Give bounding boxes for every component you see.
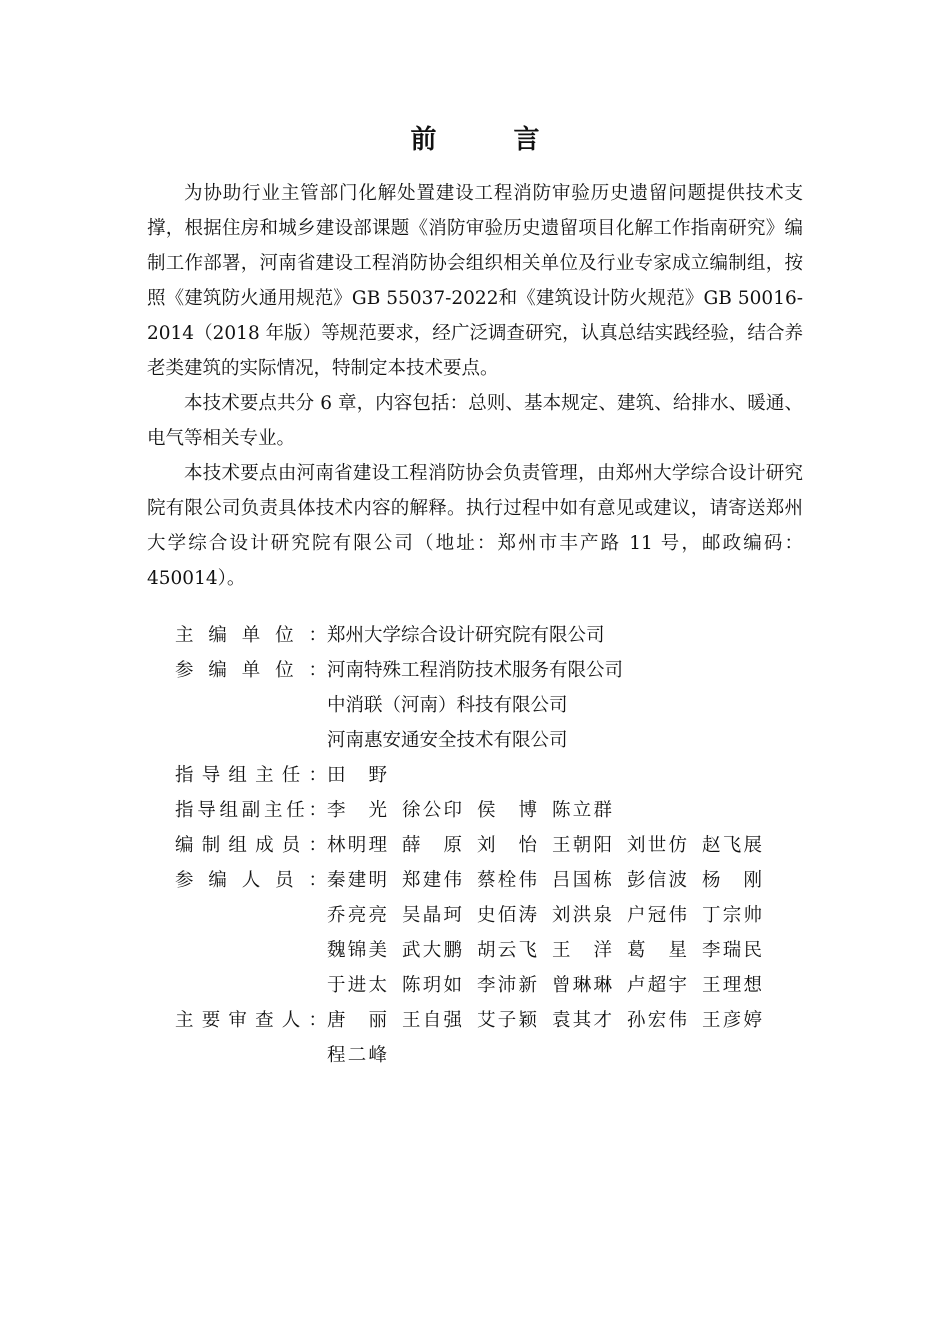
person-name: 袁其才 xyxy=(552,1010,612,1031)
credit-label: 主要审查人： xyxy=(175,1010,327,1031)
credit-label: 编制组成员： xyxy=(175,835,327,856)
person-name: 乔亮亮 xyxy=(327,905,387,926)
person-name: 王彦婷 xyxy=(702,1010,762,1031)
person-name: 于进太 xyxy=(327,975,387,996)
name-list xyxy=(327,793,797,828)
name-list xyxy=(327,828,797,863)
person-name: 刘世仿 xyxy=(627,835,687,856)
person-name: 唐丽 xyxy=(327,1010,387,1031)
credit-row-reviewers xyxy=(175,1003,815,1073)
person-name: 侯博 xyxy=(477,800,537,821)
person-name: 陈玥如 xyxy=(402,975,462,996)
credit-label: 主编单位： xyxy=(175,625,327,646)
page-title: 前 言 xyxy=(410,125,574,155)
credits-list xyxy=(175,618,815,1073)
credit-label: 指导组主任： xyxy=(175,765,327,786)
person-name: 田野 xyxy=(327,765,387,786)
credit-row-guidance-leader xyxy=(175,758,815,793)
preface-paragraph: 为协助行业主管部门化解处置建设工程消防审验历史遗留问题提供技术支撑，根据住房和城乡建设部课题《消防审验历史遗留项目化解工作指南研究》编制工作部署，河南省建设工程消防协会组织相关单位及行业专家成立编制组，按照《建筑防火通用规范》GB 55037-2022和《建筑设计防火规范》GB 50016-2014（2018 年版）等规范要求，经广泛调查研究，认真总结实践经验，结合养老类建筑的实际情况，特制定本技术要点。 xyxy=(147,183,803,379)
person-name: 户冠伟 xyxy=(627,905,687,926)
person-name: 刘怡 xyxy=(477,835,537,856)
credit-value: 郑州大学综合设计研究院有限公司 xyxy=(327,625,605,646)
person-name: 胡云飞 xyxy=(477,940,537,961)
person-name: 杨刚 xyxy=(702,870,762,891)
person-name: 吴晶珂 xyxy=(402,905,462,926)
person-name: 徐公印 xyxy=(402,800,462,821)
person-name: 曾琳琳 xyxy=(552,975,612,996)
name-list xyxy=(327,1003,797,1073)
credit-label: 参编单位： xyxy=(175,660,327,681)
person-name: 陈立群 xyxy=(552,800,612,821)
person-name: 王理想 xyxy=(702,975,762,996)
person-name: 史佰涛 xyxy=(477,905,537,926)
preface-body xyxy=(147,176,803,596)
person-name: 蔡栓伟 xyxy=(477,870,537,891)
person-name: 王自强 xyxy=(402,1010,462,1031)
preface-paragraph: 本技术要点由河南省建设工程消防协会负责管理，由郑州大学综合设计研究院有限公司负责具体技术内容的解释。执行过程中如有意见或建议，请寄送郑州大学综合设计研究院有限公司（地址：郑州市丰产路 11 号，邮政编码：450014）。 xyxy=(147,463,803,589)
person-name: 林明理 xyxy=(327,835,387,856)
credit-row-participants xyxy=(175,863,815,1003)
credit-value: 中消联（河南）科技有限公司 xyxy=(327,695,568,716)
person-name: 王朝阳 xyxy=(552,835,612,856)
credit-label: 参编人员： xyxy=(175,870,327,891)
person-name: 赵飞展 xyxy=(702,835,762,856)
credit-row-compilers xyxy=(175,828,815,863)
person-name: 葛星 xyxy=(627,940,687,961)
person-name: 薛原 xyxy=(402,835,462,856)
person-name: 武大鹏 xyxy=(402,940,462,961)
person-name: 丁宗帅 xyxy=(702,905,762,926)
person-name: 郑建伟 xyxy=(402,870,462,891)
credit-row-chief-unit xyxy=(175,618,815,653)
person-name: 艾子颖 xyxy=(477,1010,537,1031)
credit-label: 指导组副主任： xyxy=(175,800,327,821)
person-name: 李瑞民 xyxy=(702,940,762,961)
person-name: 李沛新 xyxy=(477,975,537,996)
preface-paragraph: 本技术要点共分 6 章，内容包括：总则、基本规定、建筑、给排水、暖通、电气等相关专业。 xyxy=(147,393,803,449)
person-name: 彭信波 xyxy=(627,870,687,891)
person-name: 王洋 xyxy=(552,940,612,961)
person-name: 孙宏伟 xyxy=(627,1010,687,1031)
person-name: 秦建明 xyxy=(327,870,387,891)
credit-value: 河南特殊工程消防技术服务有限公司 xyxy=(327,660,624,681)
name-list xyxy=(327,863,797,1003)
person-name: 李光 xyxy=(327,800,387,821)
person-name: 卢超宇 xyxy=(627,975,687,996)
person-name: 吕国栋 xyxy=(552,870,612,891)
name-list xyxy=(327,758,797,793)
person-name: 刘洪泉 xyxy=(552,905,612,926)
person-name: 魏锦美 xyxy=(327,940,387,961)
person-name: 程二峰 xyxy=(327,1045,387,1066)
credit-value: 河南惠安通安全技术有限公司 xyxy=(327,730,568,751)
credit-row-guidance-deputies xyxy=(175,793,815,828)
credit-row-participating-units xyxy=(175,653,815,758)
